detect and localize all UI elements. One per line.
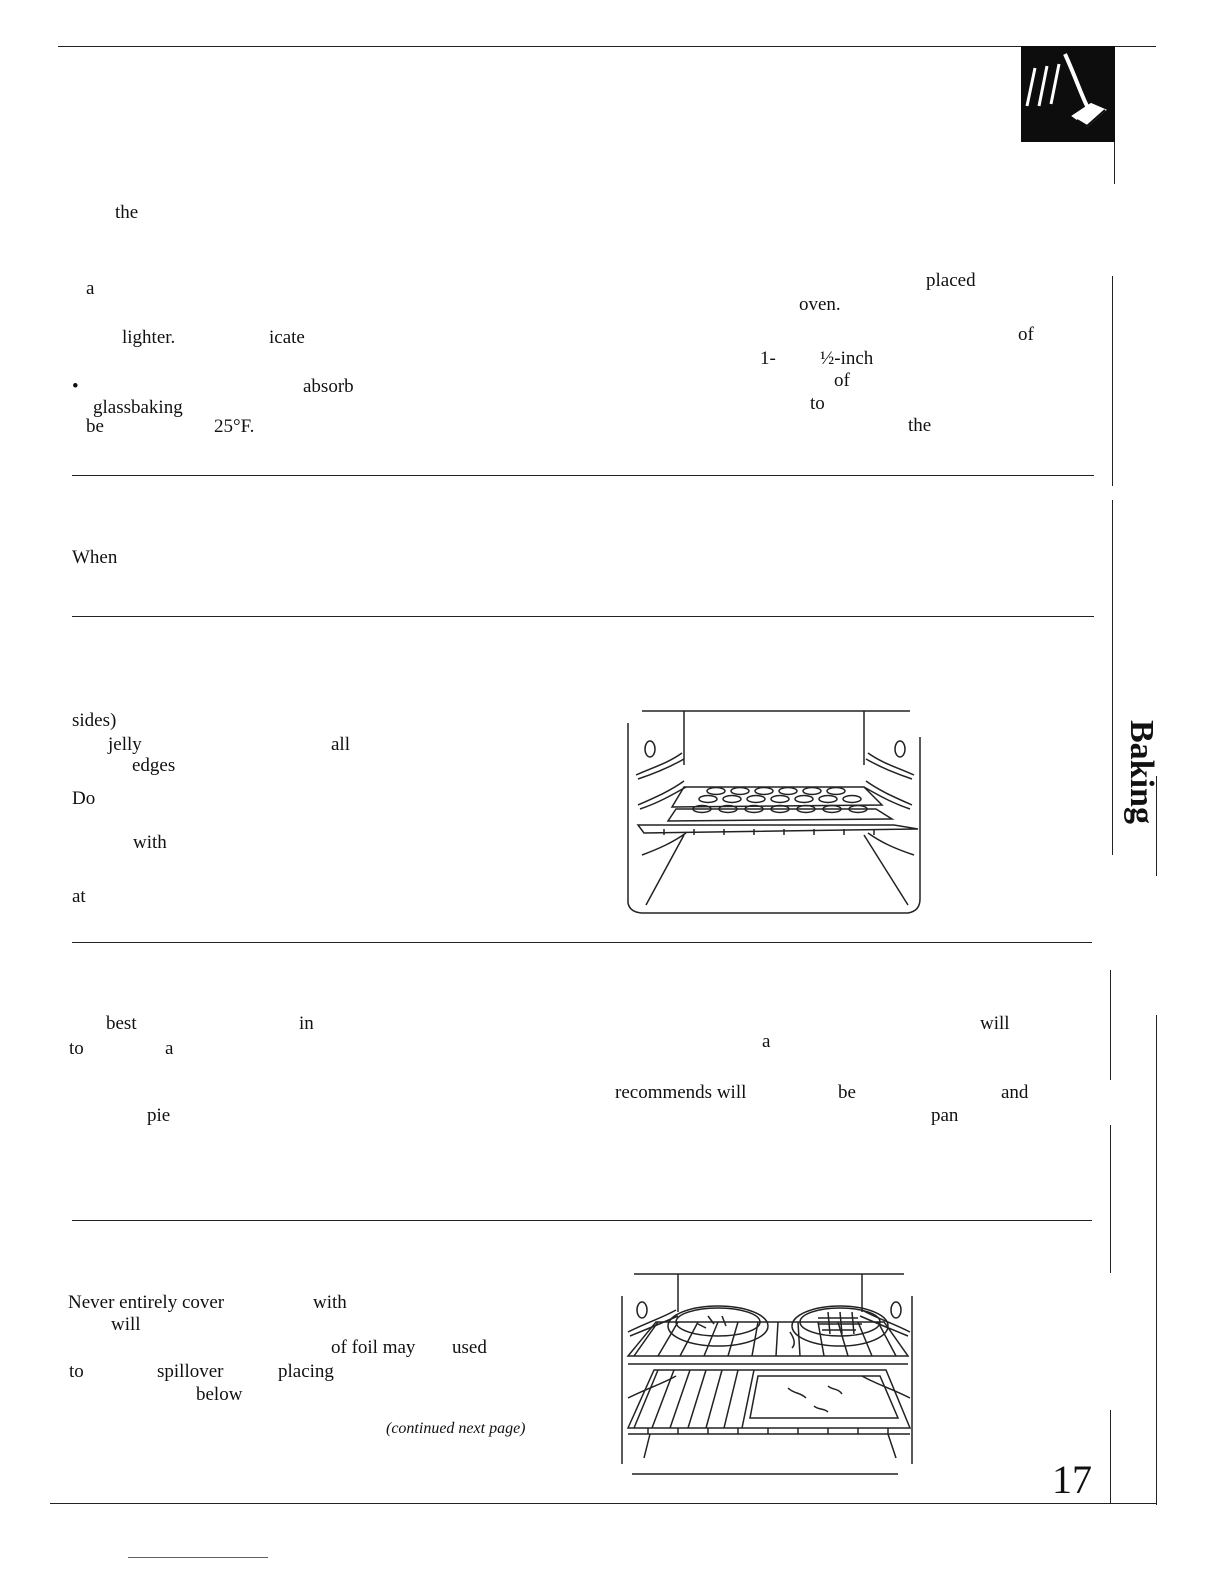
text-fragment: pan — [931, 1105, 959, 1126]
margin-bar-7 — [1110, 1410, 1111, 1504]
text-fragment: icate — [269, 327, 305, 348]
text-fragment: the — [908, 415, 932, 436]
text-fragment: sides) — [72, 710, 117, 731]
text-fragment: a — [165, 1038, 174, 1059]
bottom-rule — [50, 1503, 1156, 1504]
margin-bar-5 — [1156, 1015, 1157, 1505]
text-fragment: 25°F. — [214, 416, 255, 437]
section-divider-1 — [72, 475, 1094, 476]
text-fragment: the — [115, 202, 139, 223]
text-fragment: below — [196, 1384, 243, 1405]
text-fragment: a — [86, 278, 95, 299]
oven-pies-foil-illustration — [618, 1268, 918, 1478]
text-fragment: best — [106, 1013, 137, 1034]
text-fragment: be — [86, 416, 104, 437]
section-divider-3 — [72, 942, 1092, 943]
text-fragment: of — [834, 370, 850, 391]
margin-bar-6 — [1110, 1125, 1111, 1273]
top-rule — [58, 46, 1156, 47]
text-fragment: Never entirely cover — [68, 1292, 225, 1313]
text-fragment: pie — [147, 1105, 171, 1126]
section-tab-label: Baking — [1123, 720, 1160, 824]
right-edge-rule-top — [1114, 142, 1115, 184]
margin-bar-4 — [1110, 970, 1111, 1080]
text-fragment: to — [810, 393, 825, 414]
bullet: • — [72, 376, 79, 397]
text-fragment: edges — [132, 755, 176, 776]
margin-bar-1 — [1112, 276, 1113, 486]
link-underline — [128, 1557, 268, 1558]
text-fragment: to — [69, 1361, 84, 1382]
text-fragment: of foil may — [331, 1337, 416, 1358]
text-fragment: ½-inch — [820, 348, 874, 369]
text-fragment: be — [838, 1082, 856, 1103]
section-divider-2 — [72, 616, 1094, 617]
text-fragment: with — [133, 832, 167, 853]
text-fragment: all — [331, 734, 350, 755]
text-fragment: at — [72, 886, 86, 907]
text-fragment: placing — [278, 1361, 334, 1382]
page-number: 17 — [1052, 1457, 1092, 1502]
text-fragment: a — [762, 1031, 771, 1052]
oven-cookie-sheet-illustration — [624, 705, 924, 920]
text-fragment: jelly — [108, 734, 142, 755]
section-divider-4 — [72, 1220, 1092, 1221]
section-tab — [1116, 700, 1158, 850]
text-fragment: absorb — [303, 376, 354, 397]
text-fragment: recommends will — [615, 1082, 747, 1103]
text-fragment: glassbaking — [93, 397, 183, 418]
text-fragment: with — [313, 1292, 347, 1313]
text-fragment: and — [1001, 1082, 1029, 1103]
text-fragment: used — [452, 1337, 487, 1358]
text-fragment: 1- — [760, 348, 776, 369]
text-fragment: When — [72, 547, 118, 568]
hand-pressing-button-icon — [1021, 46, 1115, 142]
text-fragment: in — [299, 1013, 314, 1034]
text-fragment: placed — [926, 270, 976, 291]
text-fragment: will — [111, 1314, 141, 1335]
text-fragment: oven. — [799, 294, 841, 315]
text-fragment: Do — [72, 788, 96, 809]
text-fragment: to — [69, 1038, 84, 1059]
text-fragment: will — [980, 1013, 1010, 1034]
continued-note: (continued next page) — [386, 1420, 526, 1437]
text-fragment: of — [1018, 324, 1034, 345]
margin-bar-2 — [1112, 500, 1113, 855]
text-fragment: lighter. — [122, 327, 176, 348]
text-fragment: spillover — [157, 1361, 224, 1382]
